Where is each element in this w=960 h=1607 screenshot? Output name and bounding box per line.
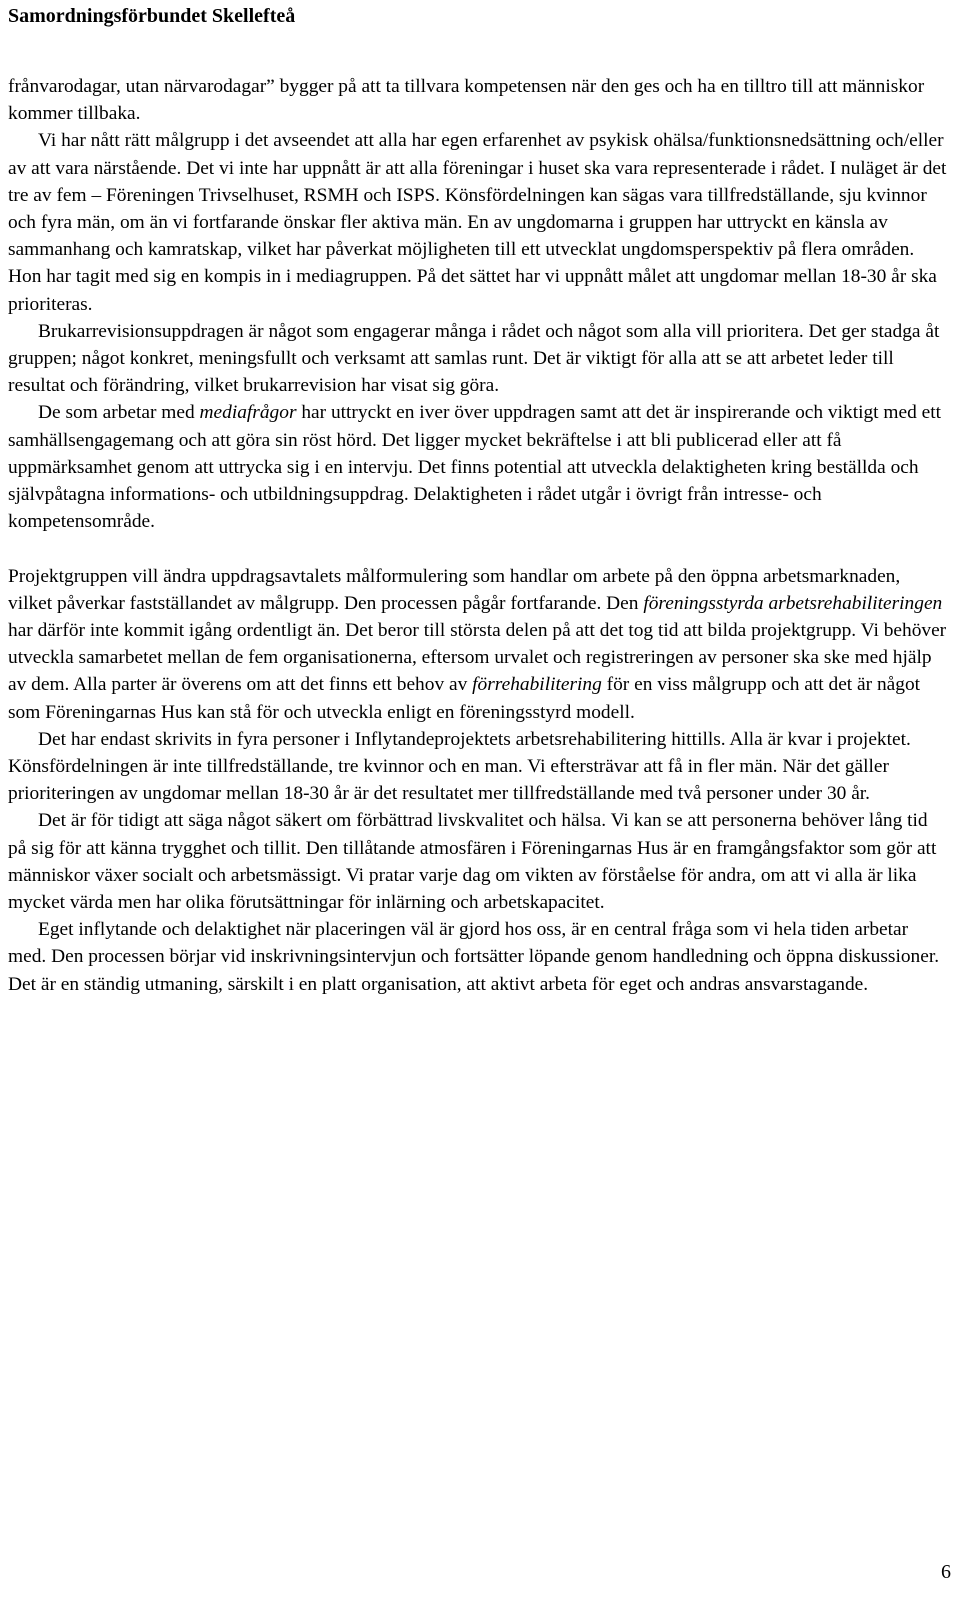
paragraph-4	[8, 399, 948, 535]
paragraph-4-emphasis: mediafrågor	[199, 402, 297, 424]
paragraph-5-text-b: har därför inte kommit igång ordentligt än. Det beror till största delen på att det tog tid att bilda projektgrupp. Vi behöver utveckla samarbetet mellan de fem organisationerna, eftersom urvalet och registreringen av personer ska ske med hjälp av dem. Alla parter är överens om att det finns ett behov av	[8, 620, 947, 696]
paragraph-5-emphasis-1: föreningsstyrda arbetsrehabiliteringen	[643, 592, 943, 614]
paragraph-5-text-c: för en viss målgrupp och att det är något som Föreningarnas Hus kan stå för och utveckla enligt en föreningsstyrd modell.	[8, 674, 921, 723]
paragraph-7: Det är för tidigt att säga något säkert om förbättrad livskvalitet och hälsa. Vi kan se att personerna behöver lång tid på sig för att känna trygghet och tillit. Den tillåtande atmosfären i Föreningarnas Hus är en framgångsfaktor som gör att människor växer socialt och arbetsmässigt. Vi pratar varje dag om vikten av förståelse för andra, om att vi alla är lika mycket värda men har olika förutsättningar för inlärning och arbetskapacitet.	[8, 810, 937, 914]
paragraph-4-text-a: De som arbetar med	[38, 402, 200, 424]
paragraph-5	[8, 563, 948, 726]
page-header: Samordningsförbundet Skellefteå	[8, 5, 296, 27]
paragraph-2: Vi har nått rätt målgrupp i det avseendet att alla har egen erfarenhet av psykisk ohälsa/funktionsnedsättning och/eller av att vara närstående. Det vi inte har uppnått är att alla föreningar i huset ska vara representerade i rådet. I nuläget är det tre av fem – Föreningen Trivselhuset, RSMH och ISPS. Könsfördelningen kan sägas vara tillfredställande, sju kvinnor och fyra män, om än vi fortfarande önskar fler aktiva män. En av ungdomarna i gruppen har uttryckt en känsla av sammanhang och kamratskap, vilket har påverkat möjligheten till ett utvecklat ungdomsperspektiv på flera områden. Hon har tagit med sig en kompis in i mediagruppen. På det sättet har vi uppnått målet att ungdomar mellan 18-30 år ska prioriteras.	[8, 130, 947, 315]
page-number: 6	[941, 1561, 951, 1583]
paragraph-8: Eget inflytande och delaktighet när placeringen väl är gjord hos oss, är en central fråga som vi hela tiden arbetar med. Den processen börjar vid inskrivningsintervjun och fortsätter löpande genom handledning och öppna diskussioner. Det är en ständig utmaning, särskilt i en platt organisation, att aktivt arbeta för eget och andras ansvarstagande.	[8, 919, 940, 995]
paragraph-6: Det har endast skrivits in fyra personer i Inflytandeprojektets arbetsrehabilitering hittills. Alla är kvar i projektet. Könsfördelningen är inte tillfredställande, tre kvinnor och en man. Vi eftersträvar att få in fler män. När det gäller prioriteringen av ungdomar mellan 18-30 år är det resultatet mer tillfredställande med två personer under 30 år.	[8, 728, 911, 805]
document-body	[8, 73, 948, 998]
paragraph-4-text-b: har uttryckt en iver över uppdragen samt att det är inspirerande och viktigt med ett samhällsengagemang och att göra sin röst hörd. Det ligger mycket bekräftelse i att bli publicerad eller att få uppmärksamhet genom att uttrycka sig i en intervju. Det finns potential att utveckla delaktigheten kring beställda och självpåtagna informations- och utbildningsuppdrag. Delaktigheten i rådet utgår i övrigt från intresse- och kompetensområde.	[8, 402, 942, 533]
paragraph-5-text-a: Projektgruppen vill ändra uppdragsavtalets målformulering som handlar om arbete på den öppna arbetsmarknaden, vilket påverkar fastställandet av målgrupp. Den processen pågår fortfarande. Den	[8, 565, 901, 614]
paragraph-5-emphasis-2: förrehabilitering	[472, 674, 602, 696]
paragraph-1: frånvarodagar, utan närvarodagar” bygger på att ta tillvara kompetensen när den ges och ha en tilltro till att människor kommer tillbaka.	[8, 76, 925, 125]
paragraph-3: Brukarrevisionsuppdragen är något som engagerar många i rådet och något som alla vill prioritera. Det ger stadga åt gruppen; något konkret, meningsfullt och verksamt att samlas runt. Det är viktigt för alla att se att arbetet leder till resultat och förändring, vilket brukarrevision har visat sig göra.	[8, 320, 940, 397]
